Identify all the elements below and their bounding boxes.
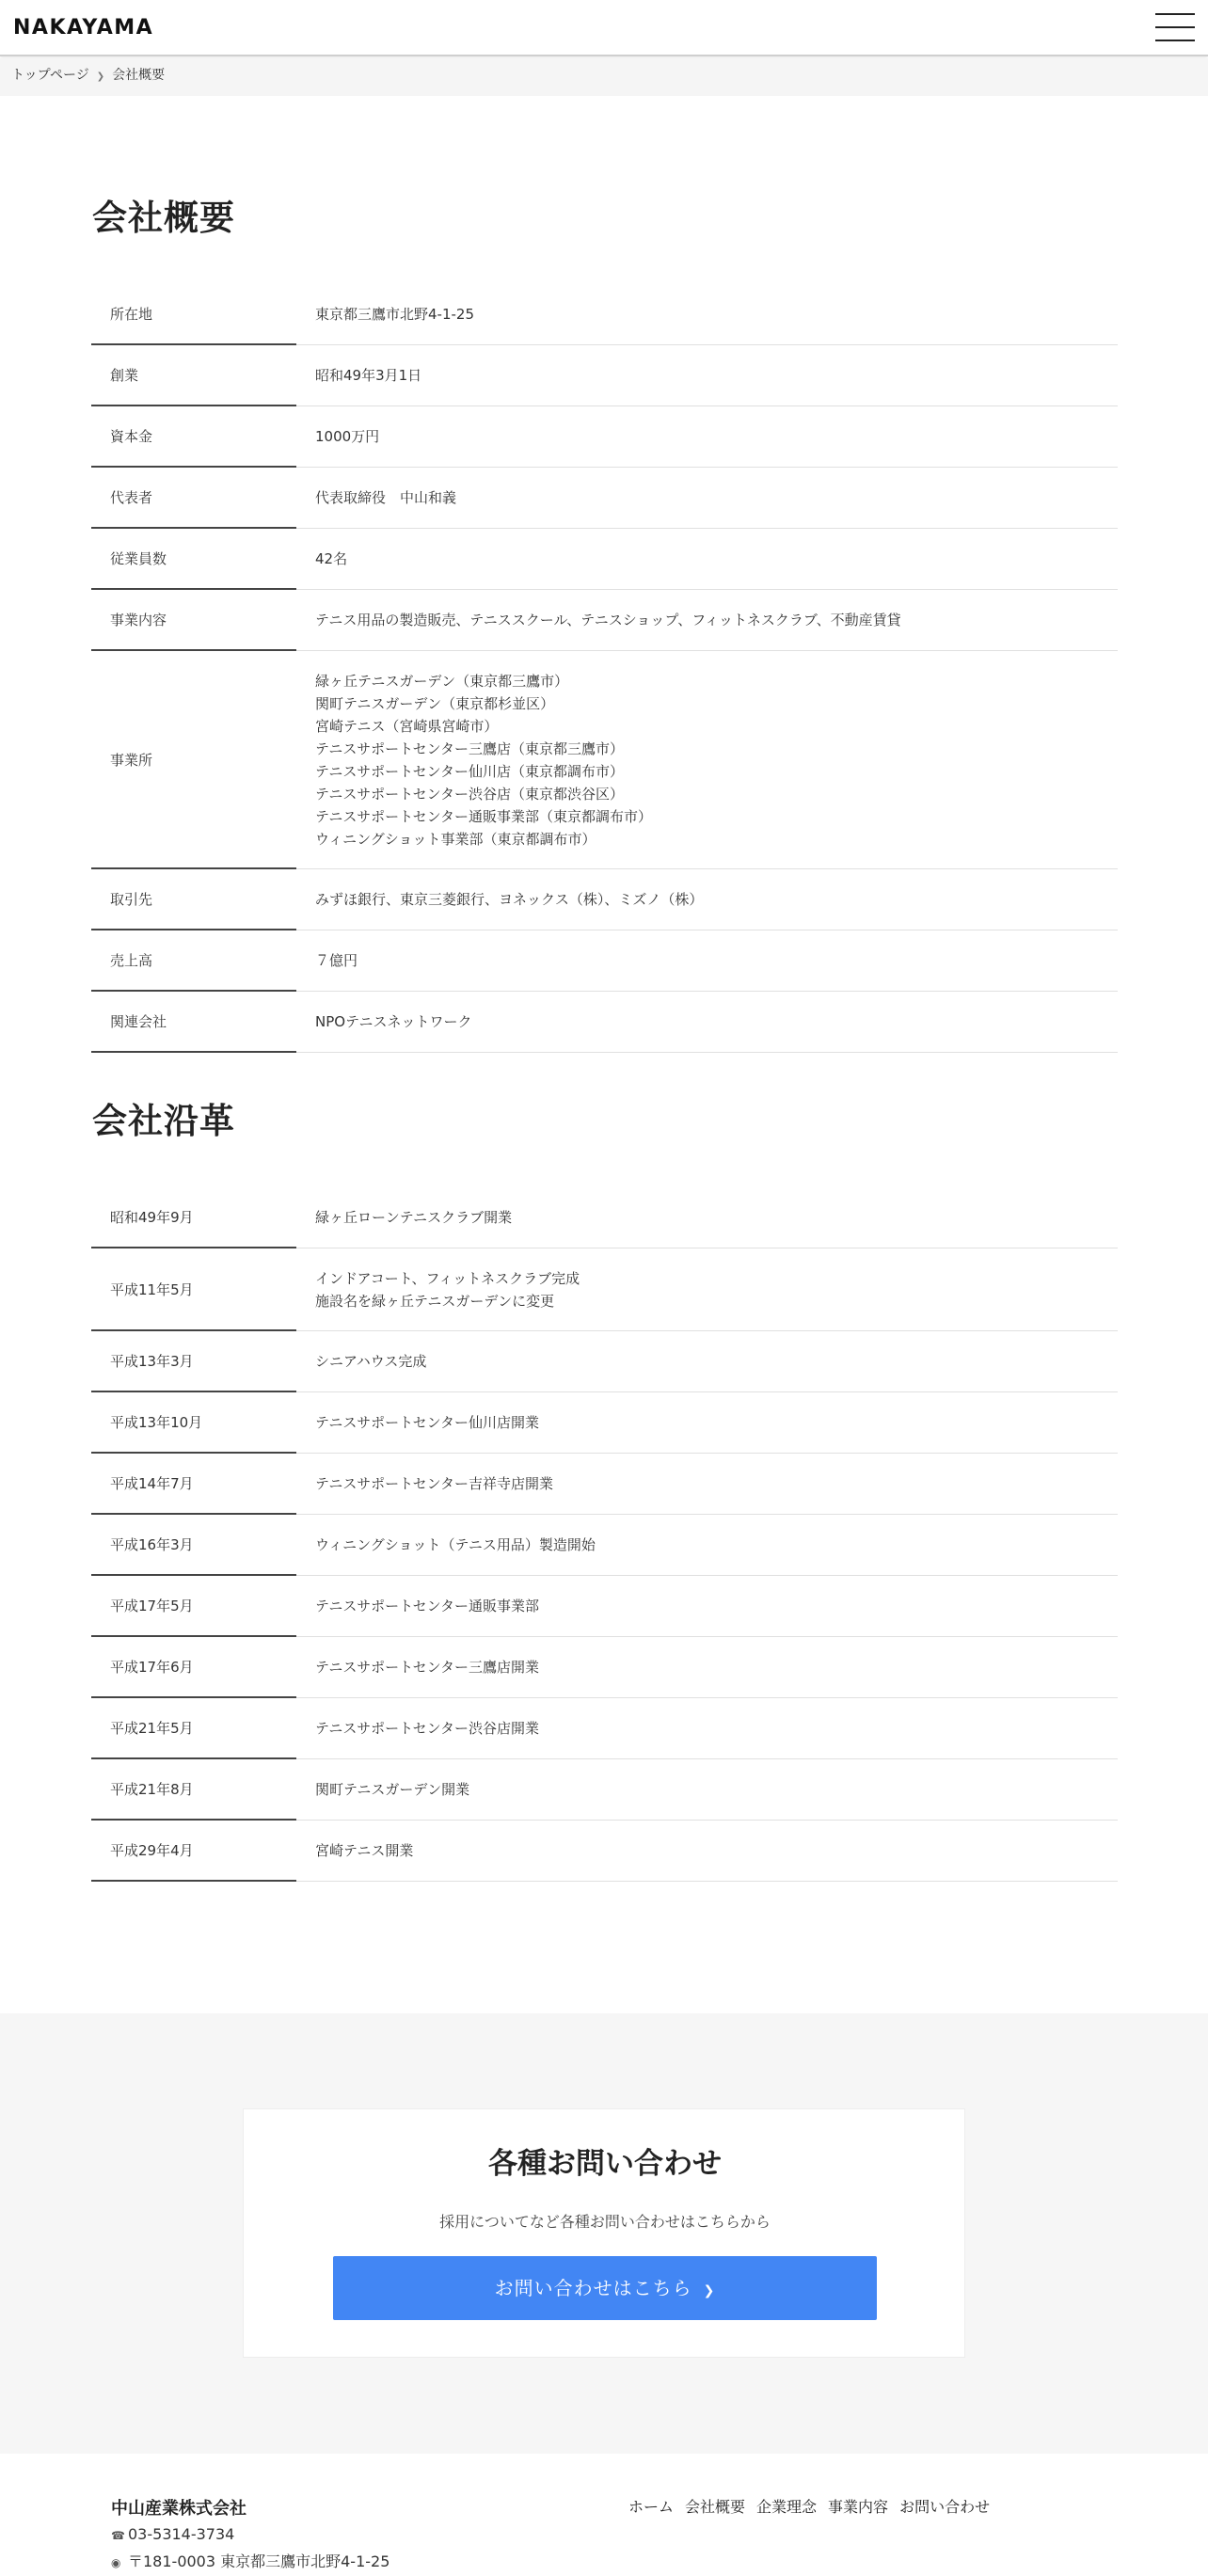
row-value-line: ウィニングショット事業部（東京都調布市）	[315, 830, 596, 848]
table-row	[91, 284, 1118, 345]
table-row	[91, 1759, 1118, 1821]
row-label: 取引先	[91, 869, 296, 930]
contact-button-label: お問い合わせはこちら	[494, 2277, 692, 2299]
row-value	[296, 548, 1118, 570]
row-value-line: 宮崎テニス開業	[315, 1842, 414, 1859]
row-value	[296, 1411, 1118, 1434]
row-label: 事業内容	[91, 590, 296, 651]
table-row	[91, 992, 1118, 1053]
table-row	[91, 1187, 1118, 1248]
contact-title: 各種お問い合わせ	[488, 2147, 722, 2181]
table-row	[91, 1576, 1118, 1637]
row-value-line: テニスサポートセンター吉祥寺店開業	[315, 1475, 554, 1492]
table-row	[91, 1454, 1118, 1515]
row-value-line: 昭和49年3月1日	[315, 367, 422, 384]
footer-address	[111, 2550, 389, 2571]
row-value	[296, 425, 1118, 448]
row-value	[296, 1267, 1118, 1312]
table-row	[91, 1698, 1118, 1759]
row-value-line: シニアハウス完成	[315, 1353, 427, 1370]
row-label: 所在地	[91, 284, 296, 345]
row-value-line: ウィニングショット（テニス用品）製造開始	[315, 1536, 596, 1553]
table-row	[91, 1331, 1118, 1392]
row-label: 関連会社	[91, 992, 296, 1053]
table-row	[91, 1637, 1118, 1698]
row-value-line: NPOテニスネットワーク	[315, 1013, 472, 1030]
row-label: 平成21年8月	[91, 1759, 296, 1821]
row-value	[296, 1472, 1118, 1495]
row-label: 昭和49年9月	[91, 1187, 296, 1248]
row-label: 平成17年5月	[91, 1576, 296, 1637]
row-value-line: 代表取締役 中山和義	[315, 489, 457, 506]
table-row	[91, 1821, 1118, 1882]
row-value-line: 関町テニスガーデン開業	[315, 1781, 470, 1798]
footer-nav-contact[interactable]: お問い合わせ	[899, 2498, 991, 2516]
row-value-line: テニスサポートセンター渋谷店開業	[315, 1720, 540, 1737]
row-label: 平成29年4月	[91, 1821, 296, 1882]
footer-phone	[111, 2525, 234, 2543]
row-value	[296, 888, 1118, 911]
row-value	[296, 364, 1118, 387]
table-row	[91, 1515, 1118, 1576]
row-value-line: インドアコート、フィットネスクラブ完成	[315, 1269, 580, 1287]
row-label: 平成17年6月	[91, 1637, 296, 1698]
row-value-line: テニスサポートセンター通販事業部	[315, 1598, 540, 1614]
table-row	[91, 468, 1118, 529]
row-value	[296, 670, 1118, 851]
table-row	[91, 529, 1118, 590]
row-label: 売上高	[91, 930, 296, 992]
row-value	[296, 1839, 1118, 1862]
contact-card	[243, 2108, 965, 2358]
footer-company-name: 中山産業株式会社	[111, 2499, 246, 2519]
overview-title: 会社概要	[92, 198, 235, 238]
row-label: 平成11年5月	[91, 1248, 296, 1331]
row-value-line: 緑ヶ丘ローンテニスクラブ開業	[315, 1209, 513, 1226]
row-value	[296, 1595, 1118, 1617]
row-value	[296, 949, 1118, 972]
hamburger-menu-icon[interactable]	[1155, 11, 1195, 43]
row-label: 資本金	[91, 406, 296, 468]
row-label: 平成13年10月	[91, 1392, 296, 1454]
breadcrumb	[0, 58, 1208, 96]
table-row	[91, 930, 1118, 992]
table-row	[91, 1392, 1118, 1454]
site-header	[0, 0, 1208, 56]
row-label: 従業員数	[91, 529, 296, 590]
contact-button[interactable]	[333, 2256, 877, 2320]
row-value-line: 42名	[315, 550, 348, 567]
row-value	[296, 1778, 1118, 1801]
row-label: 事業所	[91, 651, 296, 869]
row-value-line: 関町テニスガーデン（東京都杉並区）	[315, 694, 555, 712]
row-value-line: テニスサポートセンター通販事業部（東京都調布市）	[315, 807, 653, 825]
row-label: 代表者	[91, 468, 296, 529]
row-value-line: みずほ銀行、東京三菱銀行、ヨネックス（株）、ミズノ（株）	[315, 891, 704, 908]
row-label: 平成21年5月	[91, 1698, 296, 1759]
breadcrumb-home-link[interactable]: トップページ	[11, 68, 89, 83]
site-footer	[0, 2454, 1208, 2576]
table-row	[91, 590, 1118, 651]
row-value-line: テニスサポートセンター三鷹店（東京都三鷹市）	[315, 739, 625, 757]
footer-nav-home[interactable]: ホーム	[628, 2498, 675, 2516]
overview-table	[91, 284, 1118, 1053]
row-value-line: テニスサポートセンター三鷹店開業	[315, 1659, 540, 1676]
row-value-line: テニスサポートセンター渋谷店（東京都渋谷区）	[315, 785, 625, 803]
footer-nav-business[interactable]: 事業内容	[828, 2498, 889, 2516]
row-label: 平成14年7月	[91, 1454, 296, 1515]
history-title: 会社沿革	[92, 1101, 235, 1141]
contact-subtitle: 採用についてなど各種お問い合わせはこちらから	[439, 2213, 771, 2231]
row-value-line: 東京都三鷹市北野4-1-25	[315, 306, 474, 323]
table-row	[91, 406, 1118, 468]
table-row	[91, 1248, 1118, 1331]
row-value-line: テニスサポートセンター仙川店開業	[315, 1414, 540, 1431]
footer-address-text: 〒181-0003 東京都三鷹市北野4-1-25	[128, 2552, 390, 2570]
history-table	[91, 1187, 1118, 1882]
row-value-line: テニス用品の製造販売、テニススクール、テニスショップ、フィットネスクラブ、不動産賃貸	[315, 612, 901, 628]
row-value	[296, 1206, 1118, 1229]
site-logo[interactable]: NAKAYAMA	[13, 16, 154, 40]
row-value	[296, 1350, 1118, 1373]
row-value-line: 施設名を緑ヶ丘テニスガーデンに変更	[315, 1292, 555, 1310]
row-value	[296, 1717, 1118, 1740]
row-label: 平成13年3月	[91, 1331, 296, 1392]
footer-nav-company[interactable]: 会社概要	[685, 2498, 746, 2516]
footer-nav-philosophy[interactable]: 企業理念	[756, 2498, 818, 2516]
row-value	[296, 486, 1118, 509]
breadcrumb-current: 会社概要	[112, 68, 166, 83]
chevron-right-icon: ❯	[703, 2283, 716, 2298]
row-value	[296, 303, 1118, 326]
row-value	[296, 1010, 1118, 1033]
row-value	[296, 1534, 1118, 1556]
row-value-line: テニスサポートセンター仙川店（東京都調布市）	[315, 762, 625, 780]
row-value-line: ７億円	[315, 952, 358, 969]
row-value-line: 1000万円	[315, 428, 380, 445]
chevron-right-icon: ❯	[96, 72, 105, 82]
footer-phone-number[interactable]: 03-5314-3734	[128, 2525, 235, 2543]
row-value-line: 緑ヶ丘テニスガーデン（東京都三鷹市）	[315, 672, 569, 690]
footer-nav	[628, 2495, 990, 2517]
row-value-line: 宮崎テニス（宮崎県宮崎市）	[315, 717, 499, 735]
row-value	[296, 1656, 1118, 1678]
map-pin-icon: ◉	[111, 2556, 121, 2569]
row-label: 創業	[91, 345, 296, 406]
table-row	[91, 345, 1118, 406]
row-label: 平成16年3月	[91, 1515, 296, 1576]
row-value	[296, 609, 1118, 631]
phone-icon: ☎	[111, 2529, 125, 2542]
table-row	[91, 651, 1118, 869]
table-row	[91, 869, 1118, 930]
